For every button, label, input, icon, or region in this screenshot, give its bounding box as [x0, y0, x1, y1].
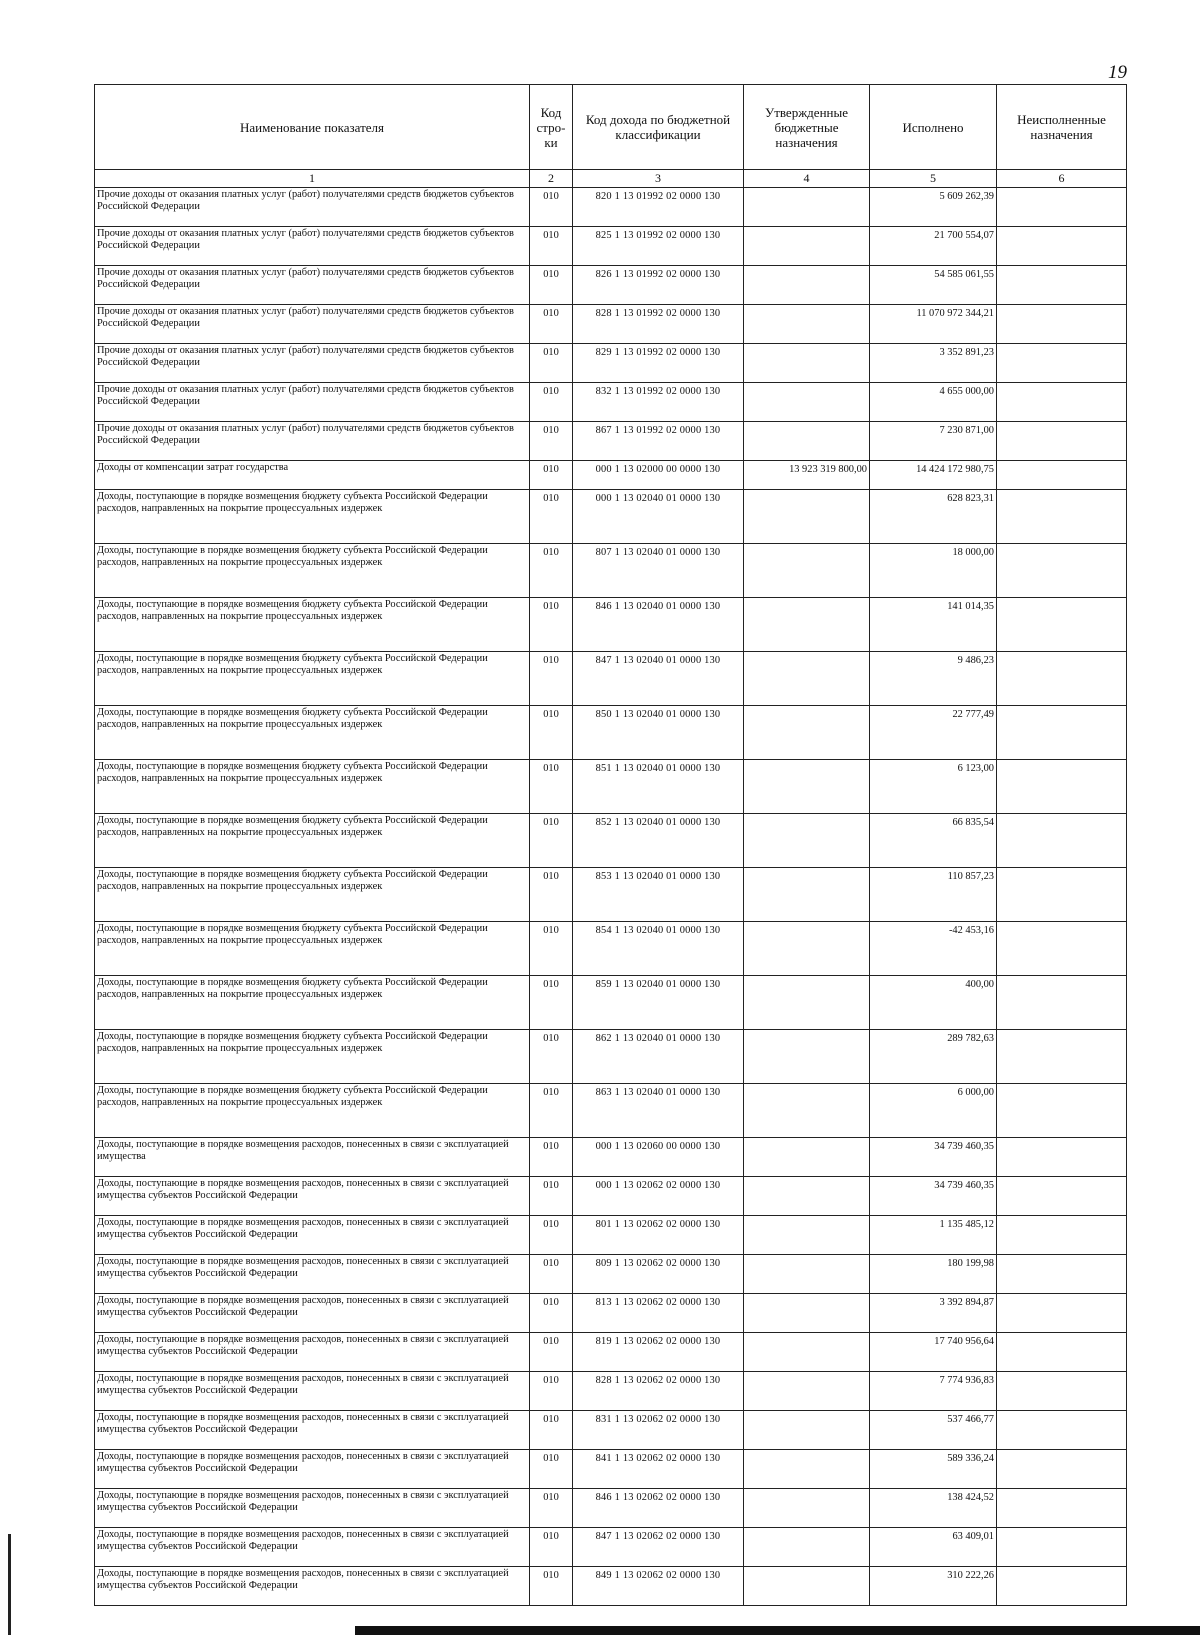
- executed-amount: 6 123,00: [870, 760, 997, 814]
- approved-amount: [744, 1528, 870, 1567]
- indicator-name: Доходы, поступающие в порядке возмещения бюджету субъекта Российской Федерации расходов, направленных на покрытие процессуальных издержек: [95, 652, 530, 706]
- approved-amount: [744, 422, 870, 461]
- executed-amount: 7 774 936,83: [870, 1372, 997, 1411]
- revenue-code: 809 1 13 02062 02 0000 130: [573, 1255, 744, 1294]
- approved-amount: [744, 814, 870, 868]
- line-code: 010: [530, 760, 573, 814]
- executed-amount: 310 222,26: [870, 1567, 997, 1606]
- line-code: 010: [530, 814, 573, 868]
- revenue-code: 832 1 13 01992 02 0000 130: [573, 383, 744, 422]
- header-revenue-code: Код дохода по бюджетной классификации: [573, 85, 744, 170]
- line-code: 010: [530, 1255, 573, 1294]
- table-row: [95, 305, 1127, 344]
- line-code: 010: [530, 461, 573, 490]
- executed-amount: 17 740 956,64: [870, 1333, 997, 1372]
- table-row: [95, 1216, 1127, 1255]
- executed-amount: 5 609 262,39: [870, 188, 997, 227]
- table-row: [95, 1528, 1127, 1567]
- unexecuted-amount: [997, 1138, 1127, 1177]
- line-code: 010: [530, 188, 573, 227]
- unexecuted-amount: [997, 461, 1127, 490]
- approved-amount: [744, 266, 870, 305]
- revenue-code: 831 1 13 02062 02 0000 130: [573, 1411, 744, 1450]
- approved-amount: [744, 1177, 870, 1216]
- executed-amount: 289 782,63: [870, 1030, 997, 1084]
- line-code: 010: [530, 227, 573, 266]
- revenue-code: 847 1 13 02040 01 0000 130: [573, 652, 744, 706]
- unexecuted-amount: [997, 976, 1127, 1030]
- revenue-code: 846 1 13 02062 02 0000 130: [573, 1489, 744, 1528]
- table-row: [95, 760, 1127, 814]
- table-row: [95, 598, 1127, 652]
- unexecuted-amount: [997, 1372, 1127, 1411]
- unexecuted-amount: [997, 1411, 1127, 1450]
- line-code: 010: [530, 422, 573, 461]
- executed-amount: 628 823,31: [870, 490, 997, 544]
- unexecuted-amount: [997, 422, 1127, 461]
- line-code: 010: [530, 922, 573, 976]
- unexecuted-amount: [997, 1567, 1127, 1606]
- executed-amount: 180 199,98: [870, 1255, 997, 1294]
- line-code: 010: [530, 652, 573, 706]
- line-code: 010: [530, 1528, 573, 1567]
- unexecuted-amount: [997, 922, 1127, 976]
- unexecuted-amount: [997, 266, 1127, 305]
- revenue-code: 852 1 13 02040 01 0000 130: [573, 814, 744, 868]
- table-row: [95, 1567, 1127, 1606]
- unexecuted-amount: [997, 188, 1127, 227]
- table-row: [95, 422, 1127, 461]
- approved-amount: [744, 760, 870, 814]
- executed-amount: 138 424,52: [870, 1489, 997, 1528]
- approved-amount: [744, 1333, 870, 1372]
- executed-amount: 141 014,35: [870, 598, 997, 652]
- unexecuted-amount: [997, 1489, 1127, 1528]
- table-row: [95, 490, 1127, 544]
- approved-amount: [744, 490, 870, 544]
- indicator-name: Доходы, поступающие в порядке возмещения расходов, понесенных в связи с эксплуатацией имущества субъектов Российской Федерации: [95, 1294, 530, 1333]
- revenue-code: 849 1 13 02062 02 0000 130: [573, 1567, 744, 1606]
- table-row: [95, 1489, 1127, 1528]
- scan-edge-mark: [8, 1534, 11, 1635]
- line-code: 010: [530, 1372, 573, 1411]
- table-row: [95, 544, 1127, 598]
- line-code: 010: [530, 1216, 573, 1255]
- executed-amount: 34 739 460,35: [870, 1138, 997, 1177]
- approved-amount: [744, 305, 870, 344]
- table-row: [95, 1450, 1127, 1489]
- unexecuted-amount: [997, 544, 1127, 598]
- approved-amount: [744, 1216, 870, 1255]
- executed-amount: 589 336,24: [870, 1450, 997, 1489]
- table-row: [95, 1294, 1127, 1333]
- revenue-code: 829 1 13 01992 02 0000 130: [573, 344, 744, 383]
- revenue-code: 000 1 13 02060 00 0000 130: [573, 1138, 744, 1177]
- revenue-code: 854 1 13 02040 01 0000 130: [573, 922, 744, 976]
- executed-amount: 400,00: [870, 976, 997, 1030]
- indicator-name: Доходы, поступающие в порядке возмещения расходов, понесенных в связи с эксплуатацией имущества субъектов Российской Федерации: [95, 1372, 530, 1411]
- revenue-code: 851 1 13 02040 01 0000 130: [573, 760, 744, 814]
- indicator-name: Доходы, поступающие в порядке возмещения бюджету субъекта Российской Федерации расходов, направленных на покрытие процессуальных издержек: [95, 760, 530, 814]
- revenue-code: 826 1 13 01992 02 0000 130: [573, 266, 744, 305]
- revenue-code: 862 1 13 02040 01 0000 130: [573, 1030, 744, 1084]
- indicator-name: Доходы, поступающие в порядке возмещения бюджету субъекта Российской Федерации расходов, направленных на покрытие процессуальных издержек: [95, 706, 530, 760]
- approved-amount: [744, 1450, 870, 1489]
- line-code: 010: [530, 490, 573, 544]
- approved-amount: [744, 188, 870, 227]
- line-code: 010: [530, 305, 573, 344]
- indicator-name: Доходы, поступающие в порядке возмещения расходов, понесенных в связи с эксплуатацией имущества субъектов Российской Федерации: [95, 1216, 530, 1255]
- table-row: [95, 266, 1127, 305]
- executed-amount: 6 000,00: [870, 1084, 997, 1138]
- indicator-name: Доходы, поступающие в порядке возмещения бюджету субъекта Российской Федерации расходов, направленных на покрытие процессуальных издержек: [95, 976, 530, 1030]
- indicator-name: Прочие доходы от оказания платных услуг (работ) получателями средств бюджетов субъектов Российской Федерации: [95, 266, 530, 305]
- line-code: 010: [530, 1030, 573, 1084]
- approved-amount: [744, 1411, 870, 1450]
- executed-amount: 21 700 554,07: [870, 227, 997, 266]
- line-code: 010: [530, 1294, 573, 1333]
- table-header-row: [95, 85, 1127, 170]
- line-code: 010: [530, 344, 573, 383]
- approved-amount: [744, 383, 870, 422]
- line-code: 010: [530, 1333, 573, 1372]
- indicator-name: Доходы, поступающие в порядке возмещения расходов, понесенных в связи с эксплуатацией имущества: [95, 1138, 530, 1177]
- line-code: 010: [530, 266, 573, 305]
- executed-amount: 18 000,00: [870, 544, 997, 598]
- revenue-code: 825 1 13 01992 02 0000 130: [573, 227, 744, 266]
- approved-amount: [744, 1030, 870, 1084]
- executed-amount: 3 352 891,23: [870, 344, 997, 383]
- revenue-code: 000 1 13 02062 02 0000 130: [573, 1177, 744, 1216]
- revenue-code: 863 1 13 02040 01 0000 130: [573, 1084, 744, 1138]
- indicator-name: Прочие доходы от оказания платных услуг (работ) получателями средств бюджетов субъектов Российской Федерации: [95, 383, 530, 422]
- indicator-name: Доходы, поступающие в порядке возмещения расходов, понесенных в связи с эксплуатацией имущества субъектов Российской Федерации: [95, 1567, 530, 1606]
- indicator-name: Доходы, поступающие в порядке возмещения бюджету субъекта Российской Федерации расходов, направленных на покрытие процессуальных издержек: [95, 598, 530, 652]
- approved-amount: [744, 922, 870, 976]
- line-code: 010: [530, 976, 573, 1030]
- column-number: 2: [530, 170, 573, 188]
- column-number: 1: [95, 170, 530, 188]
- revenue-code: 850 1 13 02040 01 0000 130: [573, 706, 744, 760]
- table-row: [95, 706, 1127, 760]
- header-line-code: Код стро-ки: [530, 85, 573, 170]
- unexecuted-amount: [997, 1084, 1127, 1138]
- revenue-code: 828 1 13 01992 02 0000 130: [573, 305, 744, 344]
- header-executed: Исполнено: [870, 85, 997, 170]
- revenue-code: 859 1 13 02040 01 0000 130: [573, 976, 744, 1030]
- column-number: 4: [744, 170, 870, 188]
- unexecuted-amount: [997, 344, 1127, 383]
- indicator-name: Доходы, поступающие в порядке возмещения расходов, понесенных в связи с эксплуатацией имущества субъектов Российской Федерации: [95, 1255, 530, 1294]
- executed-amount: 7 230 871,00: [870, 422, 997, 461]
- line-code: 010: [530, 706, 573, 760]
- indicator-name: Доходы, поступающие в порядке возмещения бюджету субъекта Российской Федерации расходов, направленных на покрытие процессуальных издержек: [95, 490, 530, 544]
- line-code: 010: [530, 1567, 573, 1606]
- indicator-name: Доходы, поступающие в порядке возмещения бюджету субъекта Российской Федерации расходов, направленных на покрытие процессуальных издержек: [95, 1084, 530, 1138]
- executed-amount: 9 486,23: [870, 652, 997, 706]
- table-row: [95, 227, 1127, 266]
- table-row: [95, 1084, 1127, 1138]
- revenue-code: 828 1 13 02062 02 0000 130: [573, 1372, 744, 1411]
- indicator-name: Доходы от компенсации затрат государства: [95, 461, 530, 490]
- indicator-name: Доходы, поступающие в порядке возмещения бюджету субъекта Российской Федерации расходов, направленных на покрытие процессуальных издержек: [95, 868, 530, 922]
- table-row: [95, 1030, 1127, 1084]
- table-row: [95, 814, 1127, 868]
- column-number: 6: [997, 170, 1127, 188]
- approved-amount: [744, 598, 870, 652]
- approved-amount: [744, 868, 870, 922]
- unexecuted-amount: [997, 1450, 1127, 1489]
- table-row: [95, 1333, 1127, 1372]
- unexecuted-amount: [997, 1255, 1127, 1294]
- column-number: 3: [573, 170, 744, 188]
- approved-amount: [744, 544, 870, 598]
- revenue-code: 841 1 13 02062 02 0000 130: [573, 1450, 744, 1489]
- revenue-code: 847 1 13 02062 02 0000 130: [573, 1528, 744, 1567]
- line-code: 010: [530, 1177, 573, 1216]
- executed-amount: 537 466,77: [870, 1411, 997, 1450]
- table-row: [95, 1255, 1127, 1294]
- line-code: 010: [530, 544, 573, 598]
- unexecuted-amount: [997, 1216, 1127, 1255]
- indicator-name: Прочие доходы от оказания платных услуг (работ) получателями средств бюджетов субъектов Российской Федерации: [95, 188, 530, 227]
- table-row: [95, 461, 1127, 490]
- table-row: [95, 1138, 1127, 1177]
- revenue-code: 000 1 13 02040 01 0000 130: [573, 490, 744, 544]
- unexecuted-amount: [997, 1333, 1127, 1372]
- executed-amount: 3 392 894,87: [870, 1294, 997, 1333]
- unexecuted-amount: [997, 305, 1127, 344]
- executed-amount: 4 655 000,00: [870, 383, 997, 422]
- line-code: 010: [530, 1450, 573, 1489]
- indicator-name: Доходы, поступающие в порядке возмещения бюджету субъекта Российской Федерации расходов, направленных на покрытие процессуальных издержек: [95, 814, 530, 868]
- approved-amount: [744, 1294, 870, 1333]
- unexecuted-amount: [997, 383, 1127, 422]
- table-row: [95, 1411, 1127, 1450]
- approved-amount: [744, 1372, 870, 1411]
- unexecuted-amount: [997, 598, 1127, 652]
- scan-bottom-rule: [355, 1626, 1200, 1635]
- executed-amount: 66 835,54: [870, 814, 997, 868]
- executed-amount: 11 070 972 344,21: [870, 305, 997, 344]
- table-row: [95, 1177, 1127, 1216]
- approved-amount: 13 923 319 800,00: [744, 461, 870, 490]
- table-row: [95, 188, 1127, 227]
- executed-amount: 54 585 061,55: [870, 266, 997, 305]
- revenue-code: 801 1 13 02062 02 0000 130: [573, 1216, 744, 1255]
- approved-amount: [744, 1489, 870, 1528]
- header-approved: Утвержденные бюджетные назначения: [744, 85, 870, 170]
- approved-amount: [744, 706, 870, 760]
- revenue-code: 867 1 13 01992 02 0000 130: [573, 422, 744, 461]
- executed-amount: 34 739 460,35: [870, 1177, 997, 1216]
- table-row: [95, 922, 1127, 976]
- approved-amount: [744, 1084, 870, 1138]
- unexecuted-amount: [997, 1528, 1127, 1567]
- approved-amount: [744, 1567, 870, 1606]
- indicator-name: Прочие доходы от оказания платных услуг (работ) получателями средств бюджетов субъектов Российской Федерации: [95, 305, 530, 344]
- executed-amount: 14 424 172 980,75: [870, 461, 997, 490]
- table-row: [95, 344, 1127, 383]
- executed-amount: 1 135 485,12: [870, 1216, 997, 1255]
- indicator-name: Доходы, поступающие в порядке возмещения бюджету субъекта Российской Федерации расходов, направленных на покрытие процессуальных издержек: [95, 1030, 530, 1084]
- indicator-name: Доходы, поступающие в порядке возмещения расходов, понесенных в связи с эксплуатацией имущества субъектов Российской Федерации: [95, 1177, 530, 1216]
- line-code: 010: [530, 1489, 573, 1528]
- column-number-row: [95, 170, 1127, 188]
- unexecuted-amount: [997, 227, 1127, 266]
- column-number: 5: [870, 170, 997, 188]
- executed-amount: 63 409,01: [870, 1528, 997, 1567]
- indicator-name: Прочие доходы от оказания платных услуг (работ) получателями средств бюджетов субъектов Российской Федерации: [95, 227, 530, 266]
- indicator-name: Доходы, поступающие в порядке возмещения бюджету субъекта Российской Федерации расходов, направленных на покрытие процессуальных издержек: [95, 922, 530, 976]
- line-code: 010: [530, 1084, 573, 1138]
- unexecuted-amount: [997, 706, 1127, 760]
- revenue-code: 820 1 13 01992 02 0000 130: [573, 188, 744, 227]
- line-code: 010: [530, 383, 573, 422]
- table-body: [95, 188, 1127, 1606]
- line-code: 010: [530, 868, 573, 922]
- unexecuted-amount: [997, 1030, 1127, 1084]
- executed-amount: 110 857,23: [870, 868, 997, 922]
- table-row: [95, 652, 1127, 706]
- approved-amount: [744, 976, 870, 1030]
- indicator-name: Прочие доходы от оказания платных услуг (работ) получателями средств бюджетов субъектов Российской Федерации: [95, 344, 530, 383]
- indicator-name: Доходы, поступающие в порядке возмещения расходов, понесенных в связи с эксплуатацией имущества субъектов Российской Федерации: [95, 1333, 530, 1372]
- indicator-name: Доходы, поступающие в порядке возмещения расходов, понесенных в связи с эксплуатацией имущества субъектов Российской Федерации: [95, 1528, 530, 1567]
- table-row: [95, 383, 1127, 422]
- executed-amount: -42 453,16: [870, 922, 997, 976]
- page-number: 19: [1108, 62, 1127, 83]
- header-indicator-name: Наименование показателя: [95, 85, 530, 170]
- revenue-code: 819 1 13 02062 02 0000 130: [573, 1333, 744, 1372]
- revenue-code: 846 1 13 02040 01 0000 130: [573, 598, 744, 652]
- approved-amount: [744, 1255, 870, 1294]
- table-row: [95, 868, 1127, 922]
- unexecuted-amount: [997, 490, 1127, 544]
- approved-amount: [744, 227, 870, 266]
- executed-amount: 22 777,49: [870, 706, 997, 760]
- revenue-code: 853 1 13 02040 01 0000 130: [573, 868, 744, 922]
- approved-amount: [744, 344, 870, 383]
- approved-amount: [744, 652, 870, 706]
- approved-amount: [744, 1138, 870, 1177]
- line-code: 010: [530, 1138, 573, 1177]
- indicator-name: Прочие доходы от оказания платных услуг (работ) получателями средств бюджетов субъектов Российской Федерации: [95, 422, 530, 461]
- line-code: 010: [530, 598, 573, 652]
- unexecuted-amount: [997, 652, 1127, 706]
- unexecuted-amount: [997, 760, 1127, 814]
- revenue-code: 807 1 13 02040 01 0000 130: [573, 544, 744, 598]
- indicator-name: Доходы, поступающие в порядке возмещения расходов, понесенных в связи с эксплуатацией имущества субъектов Российской Федерации: [95, 1489, 530, 1528]
- unexecuted-amount: [997, 1294, 1127, 1333]
- table-row: [95, 1372, 1127, 1411]
- header-unexecuted: Неисполненные назначения: [997, 85, 1127, 170]
- indicator-name: Доходы, поступающие в порядке возмещения расходов, понесенных в связи с эксплуатацией имущества субъектов Российской Федерации: [95, 1411, 530, 1450]
- indicator-name: Доходы, поступающие в порядке возмещения бюджету субъекта Российской Федерации расходов, направленных на покрытие процессуальных издержек: [95, 544, 530, 598]
- revenue-code: 000 1 13 02000 00 0000 130: [573, 461, 744, 490]
- budget-revenue-table: [94, 84, 1127, 1606]
- line-code: 010: [530, 1411, 573, 1450]
- unexecuted-amount: [997, 868, 1127, 922]
- table-row: [95, 976, 1127, 1030]
- indicator-name: Доходы, поступающие в порядке возмещения расходов, понесенных в связи с эксплуатацией имущества субъектов Российской Федерации: [95, 1450, 530, 1489]
- unexecuted-amount: [997, 1177, 1127, 1216]
- unexecuted-amount: [997, 814, 1127, 868]
- revenue-code: 813 1 13 02062 02 0000 130: [573, 1294, 744, 1333]
